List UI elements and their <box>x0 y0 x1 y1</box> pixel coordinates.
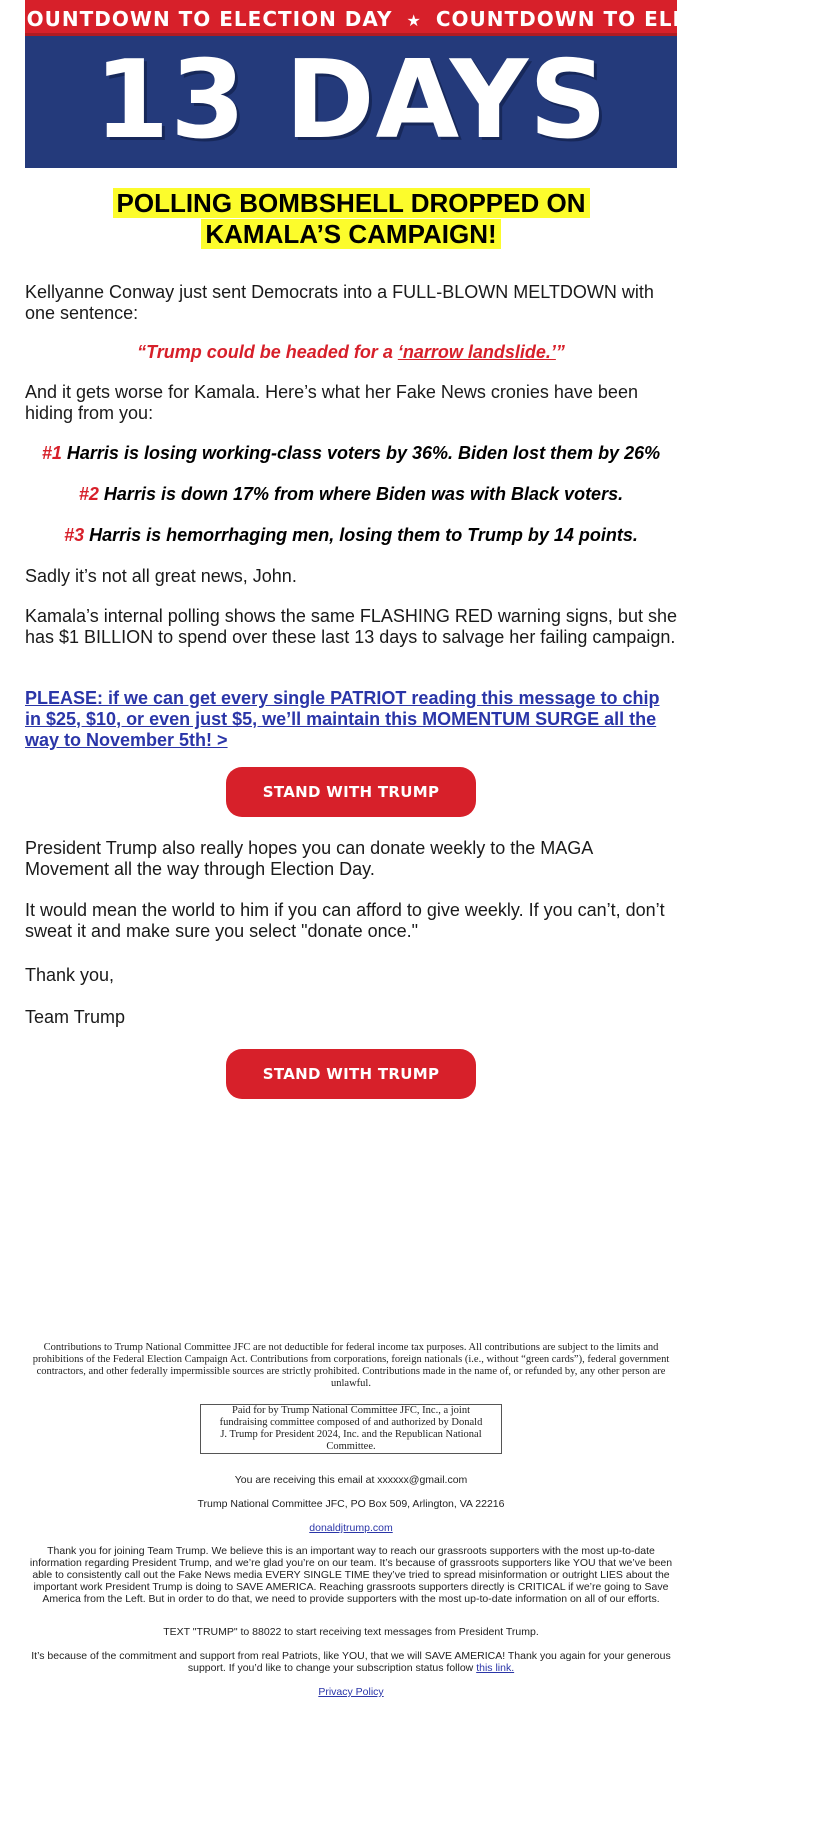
subscription-link[interactable]: this link. <box>476 1662 515 1674</box>
quote-open: “Trump could be headed for a <box>137 342 398 362</box>
quote-close: ” <box>555 342 565 362</box>
paid-for-box <box>200 1404 502 1454</box>
days-countdown: 13 DAYS <box>94 38 608 163</box>
quote <box>25 342 677 363</box>
stand-with-trump-button[interactable]: STAND WITH TRUMP <box>226 767 476 817</box>
internal-polling-paragraph: Kamala’s internal polling shows the same FLASHING RED warning signs, but she has $1 BILLION to spend over these last 13 days to salvage her failing campaign. <box>25 606 677 647</box>
headline-line-2: KAMALA’S CAMPAIGN! <box>201 219 500 249</box>
stat-number: #3 <box>64 525 85 545</box>
thank-you-joining-text: Thank you for joining Team Trump. We believe this is an important way to reach our grassroots supporters with the most up-to-date information regarding President Trump, and we’re glad you’re on our team. It’s because of grassroots supporters like YOU that we’ve been able to consistently call out the Fake News media EVERY SINGLE TIME they’ve tried to spread misinformation or outright LIES about the important work President Trump is doing to SAVE AMERICA. Reaching grassroots supporters directly is CRITICAL if we’re going to Save America from the Left. But in order to do that, we need to provide supporters with the most up-to-date information on all of our efforts. <box>29 1545 673 1605</box>
signature: Team Trump <box>25 1007 126 1027</box>
paid-for-text: Paid for by Trump National Committee JFC, Inc., a joint fundraising committee composed of and authorized by Donald J. Trump for President 2024, Inc. and the Republican National Committee. <box>219 1405 483 1452</box>
sadly-paragraph: Sadly it’s not all great news, John. <box>25 566 297 586</box>
text-message-signup: TEXT "TRUMP" to 88022 to start receiving text messages from President Trump. <box>163 1626 539 1638</box>
stat-number: #2 <box>78 484 99 504</box>
worse-paragraph: And it gets worse for Kamala. Here’s what her Fake News cronies have been hiding from you: <box>25 382 638 423</box>
stat-text: Harris is down 17% from where Biden was with Black voters. <box>98 484 624 504</box>
stat-text: Harris is hemorrhaging men, losing them to Trump by 14 points. <box>84 525 638 545</box>
donate-link[interactable]: PLEASE: if we can get every single PATRIOT reading this message to chip in $25, $10, or even just $5, we’ll maintain this MOMENTUM SURGE all the way to November 5th! > <box>25 688 660 750</box>
weekly-paragraph-1: President Trump also really hopes you can donate weekly to the MAGA Movement all the way through Election Day. <box>25 838 593 879</box>
stat-2 <box>25 484 677 505</box>
weekly-paragraph-2: It would mean the world to him if you can afford to give weekly. If you can’t, don’t sweat it and make sure you select "donate once." <box>25 900 665 941</box>
stat-1 <box>25 443 677 464</box>
headline <box>25 188 677 250</box>
countdown-banner <box>11 0 817 168</box>
privacy-row <box>25 1686 677 1698</box>
website-link[interactable]: donaldjtrump.com <box>309 1522 393 1534</box>
star-icon: ★ <box>406 11 422 30</box>
commitment-text <box>25 1650 677 1674</box>
mailing-address: Trump National Committee JFC, PO Box 509, Arlington, VA 22216 <box>197 1498 505 1510</box>
headline-line-1: POLLING BOMBSHELL DROPPED ON <box>113 188 590 218</box>
commitment-message: It’s because of the commitment and support from real Patriots, like YOU, that we will SAVE AMERICA! Thank you again for your generous support. If you’d like to change your subscription status follow <box>31 1650 671 1674</box>
ticker-text: COUNTDOWN TO ELECTION DAY <box>11 7 393 31</box>
stand-with-trump-button[interactable]: STAND WITH TRUMP <box>226 1049 476 1099</box>
contributions-disclaimer: Contributions to Trump National Committee JFC are not deductible for federal income tax purposes. All contributions are subject to the limits and prohibitions of the Federal Election Campaign Act. Contributions from corporations, foreign nationals (i.e., without “green cards”), federal government contractors, and other federally impermissible sources are strictly prohibited. Contributions made in the name of, or refunded by, any other person are unlawful. <box>32 1342 670 1389</box>
stat-3 <box>25 525 677 546</box>
quote-link[interactable]: ‘narrow landslide.’ <box>397 342 556 362</box>
stat-text: Harris is losing working-class voters by 36%. Biden lost them by 26% <box>61 443 661 463</box>
please-paragraph <box>25 688 677 751</box>
ticker-text: COUNTDOWN TO ELECTION DAY <box>435 7 817 31</box>
intro-paragraph: Kellyanne Conway just sent Democrats into a FULL-BLOWN MELTDOWN with one sentence: <box>25 282 654 323</box>
countdown-ticker <box>11 0 817 36</box>
thanks-text: Thank you, <box>25 965 115 985</box>
stat-number: #1 <box>41 443 62 463</box>
privacy-policy-link[interactable]: Privacy Policy <box>318 1686 384 1698</box>
website-row <box>25 1522 677 1534</box>
receiving-email-text: You are receiving this email at xxxxxx@gmail.com <box>234 1474 468 1486</box>
